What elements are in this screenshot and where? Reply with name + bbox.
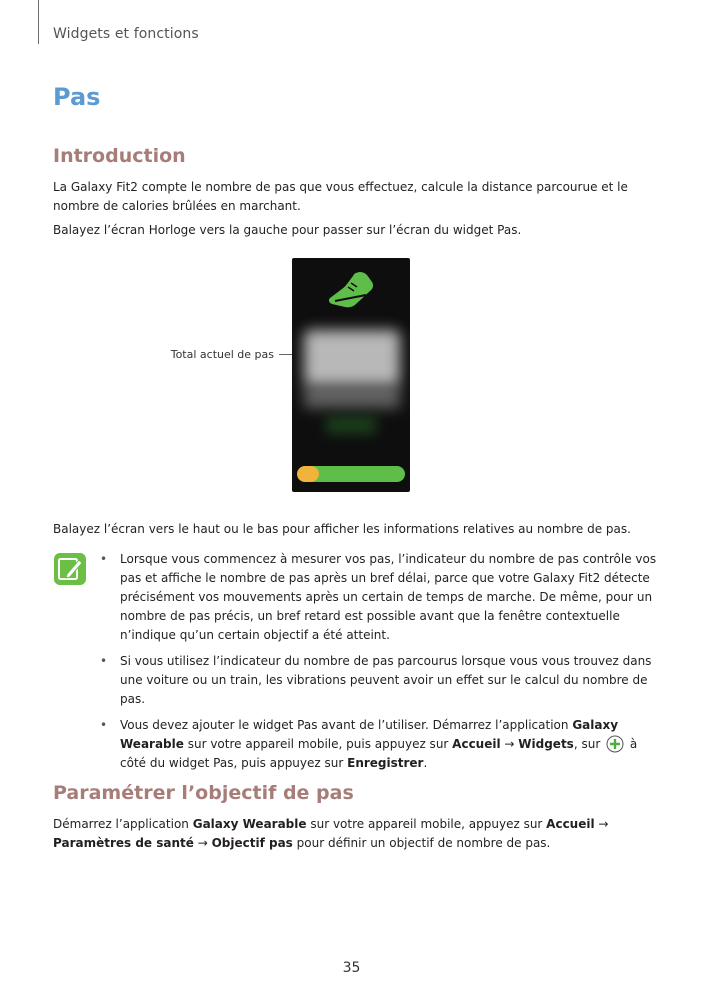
intro-paragraph-1: La Galaxy Fit2 compte le nombre de pas que vous effectuez, calcule la distance parcourue et le nombre de calories brûlées en marchant. [53, 180, 628, 213]
intro-paragraph-2: Balayez l’écran Horloge vers la gauche pour passer sur l’écran du widget Pas. [53, 223, 522, 237]
note-list [97, 550, 657, 780]
blurred-step-count [304, 330, 400, 386]
header-rule [38, 0, 39, 44]
goal-paragraph [53, 815, 653, 853]
running-shoe-icon [326, 270, 378, 310]
note-item-3-text: , sur [573, 737, 605, 751]
arrow-icon: → [500, 737, 519, 751]
note-item-2-text: Si vous utilisez l’indicateur du nombre de pas parcourus lorsque vous vous trouvez dans une voiture ou un train, les vibrations peuvent avoir un effet sur le calcul du nombre de pas. [120, 654, 652, 706]
note-item-3-text: . [423, 756, 428, 770]
note-item-1-text: Lorsque vous commencez à mesurer vos pas, l’indicateur du nombre de pas contrôle vos pas et affiche le nombre de pas après un bref délai, parce que votre Galaxy Fit2 détecte précisément vos mouvements après un certain de temps de marche. De même, pour un nombre de pas précis, un bref retard est possible avant que la fenêtre contextuelle n’indique qu’un certain objectif a été atteint. [120, 552, 657, 642]
widget-screen [292, 258, 410, 492]
intro-heading: Introduction [53, 145, 186, 167]
note-pencil-icon [53, 552, 87, 586]
note-item-3-text: Vous devez ajouter le widget Pas avant de l’utiliser. Démarrez l’application [120, 718, 573, 732]
blurred-step-detail [304, 386, 400, 408]
goal-text: sur votre appareil mobile, appuyez sur [306, 817, 547, 831]
objectif-pas-label: Objectif pas [211, 836, 293, 850]
galaxy-wearable-label: Galaxy Wearable [192, 817, 307, 831]
page-number: 35 [342, 960, 361, 976]
add-circle-icon [606, 735, 624, 753]
arrow-icon: → [193, 836, 212, 850]
note-item: • Vous devez ajouter le widget Pas avant de l’utiliser. Démarrez l’application Galaxy Wearable sur votre appareil mobile, puis appuyez sur Accueil → Widgets, sur à côté du widget Pas, puis appuyez sur Enregistrer. [100, 718, 638, 770]
callout-label: Total actuel de pas [170, 348, 274, 361]
galaxy-wearable-label: Galaxy Wearable [120, 718, 619, 751]
arrow-icon: → [594, 817, 609, 831]
parametres-sante-label: Paramètres de santé [53, 836, 194, 850]
note-item: • Si vous utilisez l’indicateur du nombre de pas parcourus lorsque vous vous trouvez dans une voiture ou un train, les vibrations peuvent avoir un effet sur le calcul du nombre de pas. [100, 654, 652, 706]
step-progress-bar [297, 466, 405, 482]
goal-text: pour définir un objectif de nombre de pas. [292, 836, 551, 850]
accueil-label: Accueil [452, 737, 501, 751]
widgets-label: Widgets [518, 737, 574, 751]
page-title: Pas [53, 83, 101, 111]
goal-heading: Paramétrer l’objectif de pas [53, 782, 354, 804]
step-progress-fill [297, 466, 319, 482]
note-item-3-text: à côté du widget Pas, puis appuyez sur [120, 737, 638, 770]
intro-paragraph-3: Balayez l’écran vers le haut ou le bas pour afficher les informations relatives au nombre de pas. [53, 522, 631, 536]
section-header: Widgets et fonctions [53, 26, 199, 42]
goal-text: Démarrez l’application [53, 817, 193, 831]
note-item-3-text: sur votre appareil mobile, puis appuyez sur [183, 737, 453, 751]
note-item: • Lorsque vous commencez à mesurer vos pas, l’indicateur du nombre de pas contrôle vos pas et affiche le nombre de pas après un bref délai, parce que votre Galaxy Fit2 détecte précisément vos mouvements après un certain de temps de marche. De même, pour un nombre de pas précis, un bref retard est possible avant que la fenêtre contextuelle n’indique qu’un certain objectif a été atteint. [100, 552, 657, 642]
accueil-label: Accueil [546, 817, 595, 831]
blurred-step-goal [326, 416, 376, 434]
enregistrer-label: Enregistrer [347, 756, 424, 770]
